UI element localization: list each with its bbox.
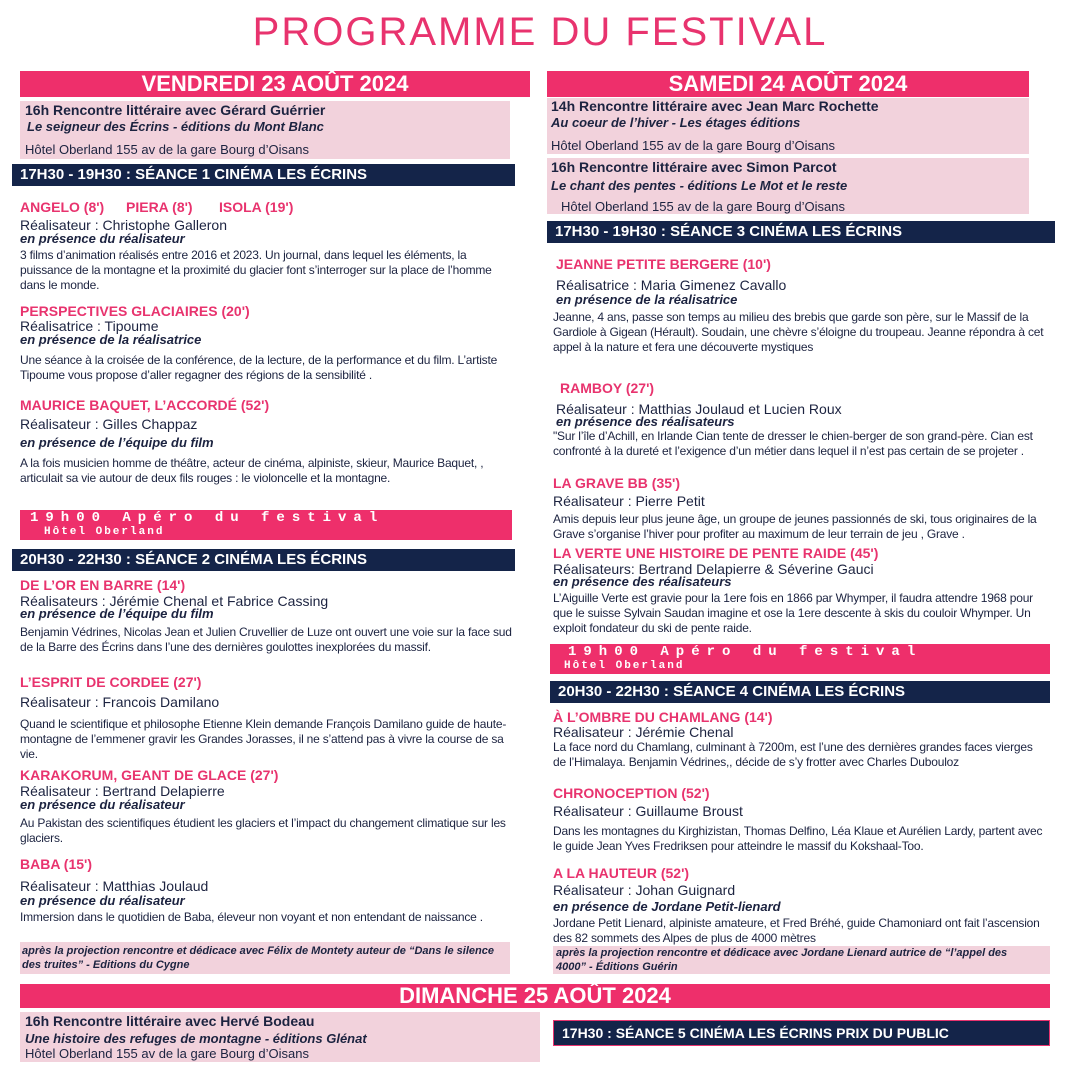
saturday-talk2-book: Le chant des pentes - éditions Le Mot et le reste: [551, 178, 848, 193]
friday-talk-title: 16h Rencontre littéraire avec Gérard Guérrier: [25, 102, 326, 118]
film6-presence: en présence du réalisateur: [20, 797, 185, 812]
film4-presence: en présence de l’équipe du film: [20, 606, 214, 621]
friday-talk-place: Hôtel Oberland 155 av de la gare Bourg d’Oisans: [25, 142, 310, 157]
friday-header: VENDREDI 23 AOÛT 2024: [20, 71, 530, 97]
session4-bar: 20H30 - 22H30 : SÉANCE 4 CINÉMA LES ÉCRINS: [550, 681, 1050, 703]
friday-apero-band: [20, 510, 512, 540]
film-maurice-baquet: MAURICE BAQUET, L’ACCORDÉ (52'): [20, 397, 270, 413]
sat-film5-director: Réalisateur : Jérémie Chenal: [553, 724, 734, 740]
films1-director: Réalisateur : Christophe Galleron: [20, 217, 227, 233]
sat-film2-presence: en présence des réalisateurs: [556, 414, 735, 429]
sat-film3-director: Réalisateur : Pierre Petit: [553, 493, 705, 509]
sat-film7-description: Jordane Petit Lienard, alpiniste amateure, et Fred Bréhé, guide Chamoniard ont fait l’ascension des 82 sommets des Alpes de plus de 4000 mètres: [553, 916, 1040, 945]
session1-bar: 17H30 - 19H30 : SÉANCE 1 CINÉMA LES ÉCRINS: [12, 164, 515, 186]
film6-director: Réalisateur : Bertrand Delapierre: [20, 783, 225, 799]
film7-director: Réalisateur : Matthias Joulaud: [20, 878, 209, 894]
film-esprit-de-cordee: L’ESPRIT DE CORDEE (27'): [20, 674, 202, 690]
film2-presence: en présence de la réalisatrice: [20, 332, 202, 347]
film-a-la-hauteur: A LA HAUTEUR (52'): [553, 865, 690, 881]
sat-film7-director: Réalisateur : Johan Guignard: [553, 882, 736, 898]
film7-description: Immersion dans le quotidien de Baba, éleveur non voyant et non entendant de naissance .: [20, 910, 483, 924]
sat-film4-director: Réalisateurs: Bertrand Delapierre & Séverine Gauci: [553, 561, 874, 577]
film-baba: BABA (15'): [20, 856, 93, 872]
saturday-talk2-place: Hôtel Oberland 155 av de la gare Bourg d’Oisans: [561, 199, 846, 214]
saturday-talk1-title: 14h Rencontre littéraire avec Jean Marc Rochette: [551, 98, 879, 114]
friday-apero-title: 19h00 Apéro du festival: [30, 510, 385, 526]
film-la-verte: LA VERTE UNE HISTOIRE DE PENTE RAIDE (45'): [553, 545, 879, 561]
sat-film1-description: Jeanne, 4 ans, passe son temps au milieu des brebis que garde son père, sur le Massif de la Gardiole à Gigean (Hérault). Soudain, une chèvre s’éloigne du troupeau. Jeanne répondra à cet appel à la nature et fera une découverte mystiques: [553, 310, 1044, 354]
film4-director: Réalisateurs : Jérémie Chenal et Fabrice Cassing: [20, 593, 329, 609]
sat-film6-director: Réalisateur : Guillaume Broust: [553, 803, 743, 819]
film6-description: Au Pakistan des scientifiques étudient les glaciers et l’impact du changement climatique sur les glaciers.: [20, 816, 506, 845]
film-perspectives-glaciaires: PERSPECTIVES GLACIAIRES (20'): [20, 303, 250, 319]
film3-presence: en présence de l’équipe du film: [20, 435, 214, 450]
session3-bar: 17H30 - 19H30 : SÉANCE 3 CINÉMA LES ÉCRINS: [547, 221, 1055, 243]
film-piera: PIERA (8'): [126, 199, 193, 215]
sat-film3-description: Amis depuis leur plus jeune âge, un groupe de jeunes passionnés de ski, tous originaires de la Grave s’organise l’hiver pour profiter au maximum de leur terrain de jeu , Grave .: [553, 512, 1037, 541]
saturday-apero-place: Hôtel Oberland: [564, 660, 685, 672]
saturday-signing-note: après la projection rencontre et dédicace avec Jordane Lienard autrice de “l’appel des 4000” - Éditions Guérin: [556, 947, 1008, 973]
sat-film6-description: Dans les montagnes du Kirghizistan, Thomas Delfino, Léa Klaue et Aurélien Lardy, partent avec le guide Jean Yves Fredriksen pour atteindre le massif du Kokshaal-Too.: [553, 824, 1043, 853]
film-de-lor-en-barre: DE L’OR EN BARRE (14'): [20, 577, 186, 593]
sat-film2-description: "Sur l’île d’Achill, en Irlande Cian tente de dresser le chien-berger de son grand-père. Cian est confronté à la dureté et l’exigence d’un métier dans lequel il n’est pas certain de se projeter .: [553, 429, 1033, 458]
friday-signing-note: après la projection rencontre et dédicace avec Félix de Montety auteur de “Dans le silence des truites” - Editions du Cygne: [22, 945, 494, 971]
page-title: PROGRAMME DU FESTIVAL: [252, 10, 828, 54]
film3-director: Réalisateur : Gilles Chappaz: [20, 416, 198, 432]
film7-presence: en présence du réalisateur: [20, 893, 185, 908]
sat-film2-director: Réalisateur : Matthias Joulaud et Lucien Roux: [556, 401, 842, 417]
film-la-grave-bb: LA GRAVE BB (35'): [553, 475, 681, 491]
saturday-header: SAMEDI 24 AOÛT 2024: [547, 71, 1029, 97]
film4-description: Benjamin Védrines, Nicolas Jean et Julien Cruvellier de Luze ont ouvert une voie sur la face sud de la Barre des Écrins dans l’une des dernières goulottes inexplorées du massif.: [20, 625, 512, 654]
saturday-apero-title: 19h00 Apéro du festival: [568, 644, 923, 660]
film-jeanne-petite-bergere: JEANNE PETITE BERGERE (10'): [556, 256, 771, 272]
friday-talk-book: Le seigneur des Écrins - éditions du Mont Blanc: [27, 119, 324, 134]
sunday-talk-place: Hôtel Oberland 155 av de la gare Bourg d’Oisans: [25, 1046, 310, 1061]
sat-film4-presence: en présence des réalisateurs: [553, 574, 732, 589]
friday-apero-place: Hôtel Oberland: [44, 526, 165, 538]
saturday-talk2-title: 16h Rencontre littéraire avec Simon Parcot: [551, 159, 837, 175]
film-karakorum: KARAKORUM, GEANT DE GLACE (27'): [20, 767, 279, 783]
sunday-header: DIMANCHE 25 AOÛT 2024: [20, 984, 1050, 1008]
session5-bar: 17H30 : SÉANCE 5 CINÉMA LES ÉCRINS PRIX DU PUBLIC: [553, 1020, 1050, 1046]
sat-film5-description: La face nord du Chamlang, culminant à 7200m, est l’une des dernières grandes faces vierges de l’Himalaya. Benjamin Védrines,, décide de s’y frotter avec Charles Dubouloz: [553, 740, 1033, 769]
film-ombre-du-chamlang: À L’OMBRE DU CHAMLANG (14'): [553, 709, 773, 725]
session2-bar: 20H30 - 22H30 : SÉANCE 2 CINÉMA LES ÉCRINS: [12, 549, 515, 571]
saturday-talk1-book: Au coeur de l’hiver - Les étages éditions: [551, 115, 801, 130]
films1-presence: en présence du réalisateur: [20, 231, 185, 246]
film5-description: Quand le scientifique et philosophe Etienne Klein demande François Damilano guide de haute-montagne de l’emmener gravir les Grandes Jorasses, il ne s’attend pas à vivre la course de sa vie.: [20, 717, 507, 761]
sunday-talk-title: 16h Rencontre littéraire avec Hervé Bodeau: [25, 1013, 315, 1029]
saturday-apero-band: [550, 644, 1050, 674]
sat-film7-presence: en présence de Jordane Petit-lienard: [553, 899, 781, 914]
films1-description: 3 films d’animation réalisés entre 2016 et 2023. Un journal, dans lequel les éléments, la puissance de la montagne et la proximité du glacier font s’interroger sur la place de l’homme dans le monde.: [20, 248, 492, 292]
film-isola: ISOLA (19'): [219, 199, 294, 215]
film-chronoception: CHRONOCEPTION (52'): [553, 785, 710, 801]
film-ramboy: RAMBOY (27'): [560, 380, 655, 396]
sat-film1-presence: en présence de la réalisatrice: [556, 292, 738, 307]
film2-description: Une séance à la croisée de la conférence, de la lecture, de la performance et du film. L’artiste Tipoume vous propose d’aller regagner des régions de la sensibilité .: [20, 353, 498, 382]
film3-description: A la fois musicien homme de théâtre, acteur de cinéma, alpiniste, skieur, Maurice Baquet, , articulait sa vie autour de deux fils rouges : le violoncelle et la montagne.: [20, 456, 484, 485]
sat-film4-description: L’Aiguille Verte est gravie pour la 1ere fois en 1866 par Whymper, il faudra attendre 1968 pour que le suisse Sylvain Saudan imagine et ose la 1ere descente à skis du couloir Whymper. Un exploit fondateur du ski de pente raide.: [553, 591, 1033, 635]
film5-director: Réalisateur : Francois Damilano: [20, 694, 220, 710]
film-angelo: ANGELO (8'): [20, 199, 105, 215]
saturday-talk1-place: Hôtel Oberland 155 av de la gare Bourg d’Oisans: [551, 138, 836, 153]
film2-director: Réalisatrice : Tipoume: [20, 318, 159, 334]
sunday-talk-book: Une histoire des refuges de montagne - éditions Glénat: [25, 1031, 367, 1046]
sat-film1-director: Réalisatrice : Maria Gimenez Cavallo: [556, 277, 787, 293]
